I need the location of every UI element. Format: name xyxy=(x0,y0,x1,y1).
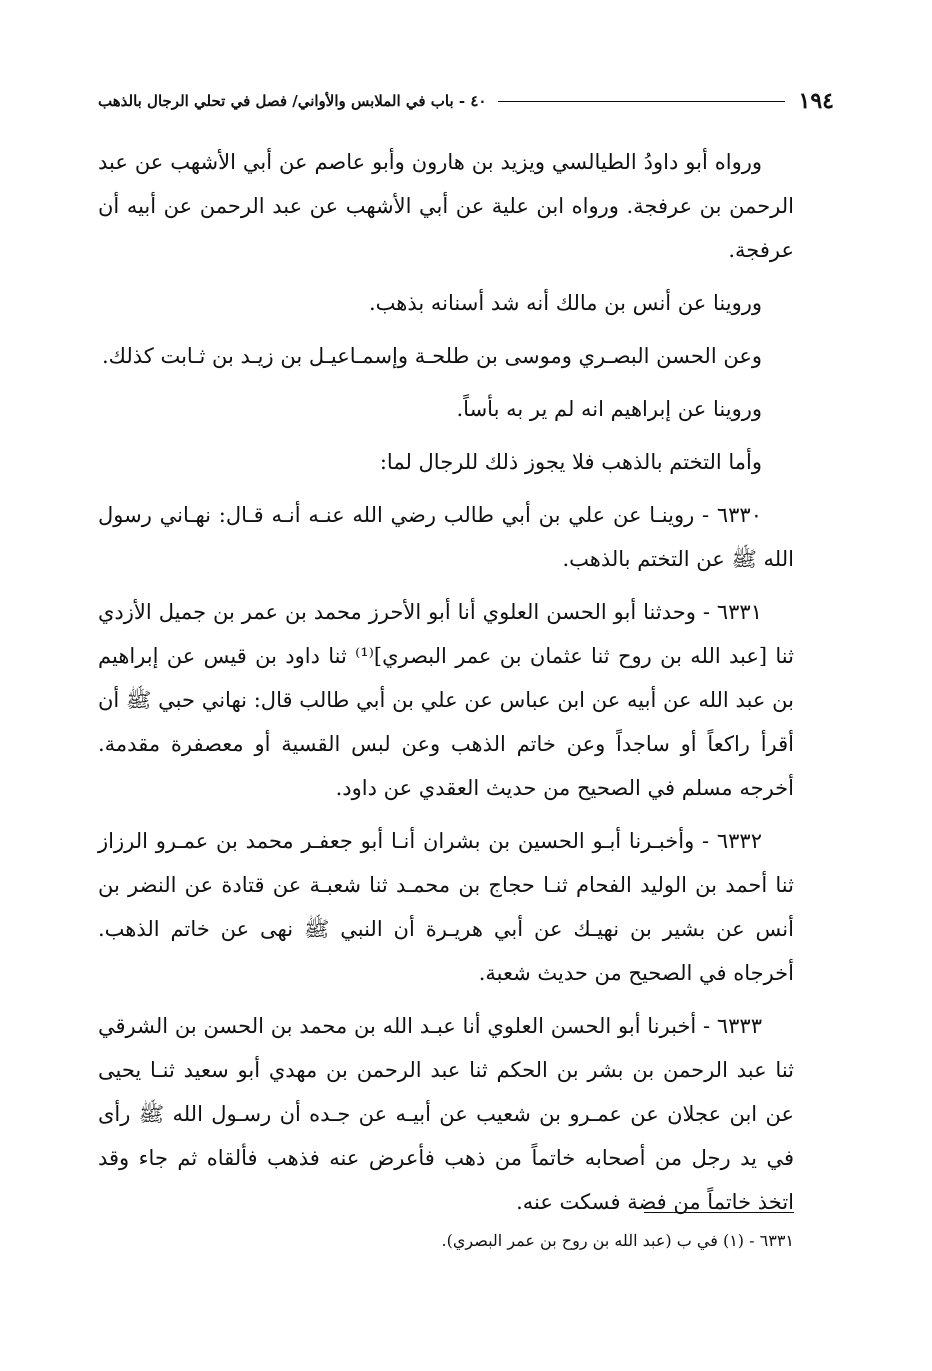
hadith-6331: ٦٣٣١ - وحدثنا أبو الحسن العلوي أنا أبو الأحرز محمد بن عمر بن جميل الأزدي ثنا [عبد الله بن روح ثنا عثمان بن عمر البصري]⁽¹⁾ ثنا داود بن قيس عن إبراهيم بن عبد الله عن أبيه عن ابن عباس عن علي بن أبي طالب قال: نهاني حبي ﷺ أن أقرأ راكعاً أو ساجداً وعن خاتم الذهب وعن لبس القسية أو معصفرة مقدمة. أخرجه مسلم في الصحيح من حديث العقدي عن داود. xyxy=(98,600,794,800)
footnote: ٦٣٣١ - (١) في ب (عبد الله بن روح بن عمر البصري). xyxy=(441,1231,794,1250)
page-header xyxy=(98,84,834,118)
hadith-6333: ٦٣٣٣ - أخبرنا أبو الحسن العلوي أنا عبـد الله بن محمد بن الحسن بن الشرقي ثنا عبد الرحمن بن بشر بن الحكم ثنا عبد الرحمن بن مهدي أبو سعيد ثنـا يحيى عن ابن عجلان عن عمـرو بن شعيب عن أبيـه عن جـده أن رسـول الله ﷺ رأى في يد رجل من أصحابه خاتماً من ذهب فأعرض عنه فذهب فألقاه ثم جاء وقد اتخذ خاتماً من فضة فسكت عنه. xyxy=(98,1014,794,1214)
page-number: ١٩٤ xyxy=(798,88,834,114)
paragraph: وروينا عن أنس بن مالك أنه شد أسنانه بذهب. xyxy=(368,291,762,315)
paragraph: وعن الحسن البصـري وموسى بن طلحـة وإسمـاعيـل بن زيـد بن ثـابت كذلك. xyxy=(101,344,762,368)
paragraph: وأما التختم بالذهب فلا يجوز ذلك للرجال لما: xyxy=(379,450,762,474)
hadith-6330: ٦٣٣٠ - روينـا عن علي بن أبي طالب رضي الله عنـه أنـه قـال: نهـاني رسول الله ﷺ عن التختم بالذهب. xyxy=(98,503,794,571)
footnote-rule xyxy=(644,1212,794,1213)
paragraph: ورواه أبو داودُ الطيالسي ويزيد بن هارون وأبو عاصم عن أبي الأشهب عن عبد الرحمن بن عرفجة. ورواه ابن علية عن أبي الأشهب عن عبد الرحمن عن أبيه أن عرفجة. xyxy=(98,150,794,262)
hadith-6332: ٦٣٣٢ - وأخبـرنا أبـو الحسين بن بشران أنـا أبو جعفـر محمد بن عمـرو الرزاز ثنا أحمد بن الوليد الفحام ثنـا حجاج بن محمـد ثنا شعبـة عن قتادة عن النضر بن أنس عن بشير بن نهيـك عن أبي هريـرة أن النبي ﷺ نهى عن خاتم الذهب. أخرجاه في الصحيح من حديث شعبة. xyxy=(98,829,794,985)
body-text xyxy=(98,140,794,1233)
header-rule xyxy=(498,101,784,102)
paragraph: وروينا عن إبراهيم انه لم ير به بأساً. xyxy=(456,397,762,421)
running-title: ٤٠ - باب في الملابس والأواني/ فصل في تحلي الرجال بالذهب xyxy=(98,92,487,110)
